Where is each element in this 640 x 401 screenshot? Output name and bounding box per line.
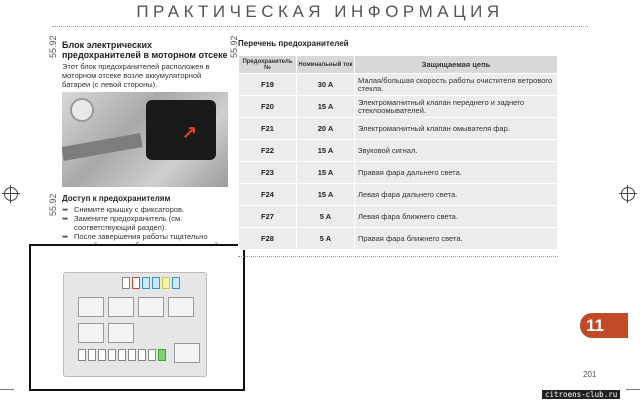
rated-current-cell: 15 A bbox=[297, 140, 355, 162]
fuse-number-cell: F19 bbox=[239, 74, 297, 96]
fuse-number-cell: F22 bbox=[239, 140, 297, 162]
fuse-box-cover-shape bbox=[146, 100, 216, 160]
rated-current-cell: 15 A bbox=[297, 184, 355, 206]
watermark: citroens-club.ru bbox=[542, 390, 620, 399]
section-heading: Блок электрических предохранителей в моторном отсеке bbox=[62, 40, 228, 60]
access-step-text: После завершения работы тщательно bbox=[74, 232, 208, 241]
fuse-box-diagram bbox=[29, 244, 245, 391]
header-divider bbox=[52, 26, 588, 27]
fuse-number-cell: F24 bbox=[239, 184, 297, 206]
side-code-1: 55.92 bbox=[48, 35, 58, 58]
fuse-slot bbox=[98, 349, 106, 361]
protected-circuit-cell: Правая фара ближнего света. bbox=[355, 228, 558, 250]
protected-circuit-cell: Малая/большая скорость работы очистителя ветрового стекла. bbox=[355, 74, 558, 96]
engine-bay-photo bbox=[62, 92, 228, 187]
reservoir-cap-shape bbox=[70, 98, 94, 122]
rated-current-cell: 5 A bbox=[297, 228, 355, 250]
column-header-rated-current: Номинальный ток bbox=[297, 56, 355, 74]
side-code-3: 55.92 bbox=[229, 35, 239, 58]
bullet-icon: ➥ bbox=[62, 232, 69, 241]
relay-block bbox=[138, 297, 164, 317]
fuse-number-cell: F20 bbox=[239, 96, 297, 118]
access-step bbox=[62, 214, 230, 232]
fuse-slot bbox=[142, 277, 150, 289]
chapter-tab: 11 bbox=[580, 313, 628, 338]
table-row bbox=[239, 184, 558, 206]
table-header-row bbox=[239, 56, 558, 74]
relay-block bbox=[108, 297, 134, 317]
page-number: 201 bbox=[583, 370, 597, 379]
rated-current-cell: 15 A bbox=[297, 96, 355, 118]
fuse-number-cell: F28 bbox=[239, 228, 297, 250]
fuse-slot bbox=[108, 349, 116, 361]
table-row bbox=[239, 206, 558, 228]
access-step bbox=[62, 205, 230, 214]
relay-block bbox=[108, 323, 134, 343]
table-row bbox=[239, 74, 558, 96]
page-header-title: ПРАКТИЧЕСКАЯ ИНФОРМАЦИЯ bbox=[136, 2, 504, 21]
table-row bbox=[239, 118, 558, 140]
bullet-icon: ➥ bbox=[62, 214, 69, 223]
fuse-slot bbox=[128, 349, 136, 361]
relay-block bbox=[168, 297, 194, 317]
fuse-list-title: Перечень предохранителей bbox=[238, 39, 349, 48]
relay-block bbox=[78, 323, 104, 343]
arrow-icon: ↗ bbox=[182, 122, 198, 142]
fuse-number-cell: F27 bbox=[239, 206, 297, 228]
relay-block bbox=[78, 297, 104, 317]
rated-current-cell: 20 A bbox=[297, 118, 355, 140]
access-step-text: Замените предохранитель (см. соответствующий раздел). bbox=[74, 214, 183, 232]
fuse-slot bbox=[152, 277, 160, 289]
access-heading: Доступ к предохранителям bbox=[62, 194, 171, 203]
fuse-slot bbox=[162, 277, 170, 289]
protected-circuit-cell: Электромагнитный клапан переднего и заднего стеклоомывателей. bbox=[355, 96, 558, 118]
fuse-number-cell: F23 bbox=[239, 162, 297, 184]
protected-circuit-cell: Электромагнитный клапан омывателя фар. bbox=[355, 118, 558, 140]
relay-block bbox=[174, 343, 200, 363]
protected-circuit-cell: Левая фара ближнего света. bbox=[355, 206, 558, 228]
fuse-table bbox=[238, 55, 558, 250]
protected-circuit-cell: Правая фара дальнего света. bbox=[355, 162, 558, 184]
fuse-slot bbox=[118, 349, 126, 361]
protected-circuit-cell: Звуковой сигнал. bbox=[355, 140, 558, 162]
fuse-slot bbox=[172, 277, 180, 289]
fuse-slot bbox=[122, 277, 130, 289]
protected-circuit-cell: Левая фара дальнего света. bbox=[355, 184, 558, 206]
registration-mark-right bbox=[621, 187, 635, 201]
fuse-slot bbox=[148, 349, 156, 361]
bullet-icon: ➥ bbox=[62, 205, 69, 214]
crop-mark bbox=[0, 389, 14, 390]
rated-current-cell: 15 A bbox=[297, 162, 355, 184]
side-code-2: 55.92 bbox=[48, 193, 58, 216]
table-row bbox=[239, 162, 558, 184]
fuse-slot bbox=[88, 349, 96, 361]
fuse-slot bbox=[132, 277, 140, 289]
fuse-number-cell: F21 bbox=[239, 118, 297, 140]
registration-mark-left bbox=[4, 187, 18, 201]
fuse-slot bbox=[78, 349, 86, 361]
crop-mark bbox=[626, 389, 640, 390]
engine-pipe-shape bbox=[62, 133, 143, 161]
table-row bbox=[239, 140, 558, 162]
section-body-text: Этот блок предохранителей расположен в моторном отсеке возле аккумуляторной батареи (с левой стороны). bbox=[62, 62, 210, 89]
column-header-protected-circuit: Защищаемая цепь bbox=[355, 56, 558, 74]
rated-current-cell: 5 A bbox=[297, 206, 355, 228]
rated-current-cell: 30 A bbox=[297, 74, 355, 96]
table-bottom-divider bbox=[238, 256, 558, 257]
fuse-box-outline bbox=[63, 272, 207, 377]
fuse-slot bbox=[138, 349, 146, 361]
table-row bbox=[239, 96, 558, 118]
table-row bbox=[239, 228, 558, 250]
fuse-slot bbox=[158, 349, 166, 361]
access-step-text: Снимите крышку с фиксаторов. bbox=[74, 205, 185, 214]
column-header-fuse-number: Предохранитель № bbox=[239, 56, 297, 74]
